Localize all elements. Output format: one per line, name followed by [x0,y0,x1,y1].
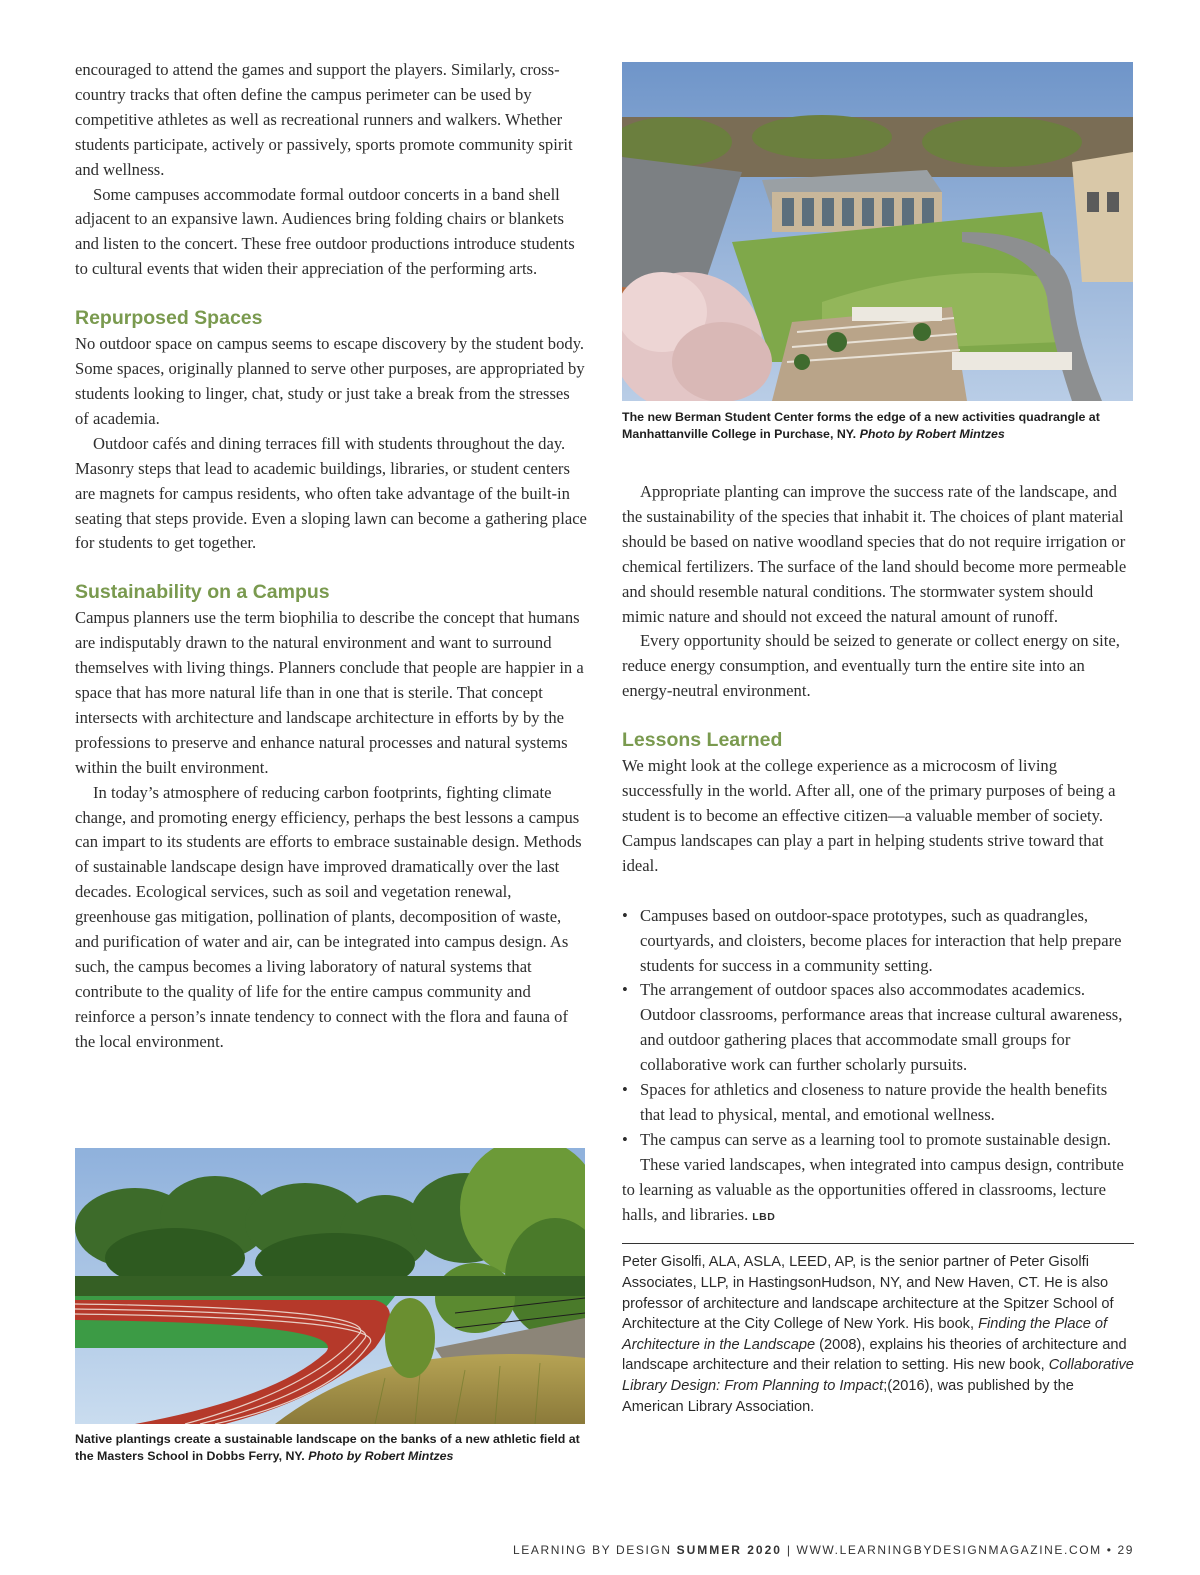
book-title-2: Collaborative Library Design: From Planning to Impact [622,1357,1134,1395]
energy-paragraph: Every opportunity should be seized to generate or collect energy on site, reduce energy consumption, and eventually turn the entire site into an energy-neutral environment. [622,631,1120,701]
heading-sustainability: Sustainability on a Campus [75,581,330,604]
athletic-field-caption [75,1431,587,1465]
footer-magazine: LEARNING BY DESIGN [513,1543,672,1557]
footer-issue: SUMMER 2020 [676,1543,782,1557]
book-title-1: Finding the Place of Architecture in the Landscape [622,1316,1108,1353]
list-item: • Spaces for athletics and closeness to nature provide the health benefits that lead to physical, mental, and emotional wellness. [622,1080,1108,1124]
footer-separator: | [786,1543,792,1557]
repurposed-paragraph-1: No outdoor space on campus seems to escape discovery by the student body. Some spaces, originally planned to serve other purposes, are appropriated by students looking to linger, chat, study or just take a break from the stresses of academia. [75,334,585,428]
bio-divider [622,1243,1134,1244]
lessons-intro-paragraph: We might look at the college experience as a microcosm of living successfully in the world. After all, one of the primary purposes of being a student is to become an effective citizen—a valuable member of society. Campus landscapes can play a part in helping students strive toward that ideal. [622,756,1116,875]
planting-paragraph: Appropriate planting can improve the success rate of the landscape, and the sustainability of the species that inhabit it. The choices of plant material should be based on native woodland species that do not require irrigation or chemical fertilizers. The surface of the land should become more permeable and should resemble natural conditions. The stormwater system should mimic nature and should not exceed the natural amount of runoff. [622,482,1127,626]
caption-text: Native plantings create a sustainable landscape on the banks of a new athletic field at the Masters School in Dobbs Ferry, NY. [75,1432,580,1463]
caption-text: The new Berman Student Center forms the edge of a new activities quadrangle at Manhattanville College in Purchase, NY. [622,410,1100,441]
lessons-bullet-list [622,904,1134,1153]
list-item: • The campus can serve as a learning tool to promote sustainable design. [622,1129,1111,1149]
lessons-closing-paragraph: These varied landscapes, when integrated into campus design, contribute to learning as valuable as the opportunities offered in classrooms, lecture halls, and libraries. LBD [622,1154,1124,1224]
repurposed-paragraph-2: Outdoor cafés and dining terraces fill with students throughout the day. Masonry steps that lead to academic buildings, libraries, or student centers are magnets for campus residents, who often take advantage of the built-in seating that steps provide. Even a sloping lawn can become a gathering place for students to get together. [75,433,587,553]
caption-credit: Photo by Robert Mintzes [859,427,1005,441]
right-column [622,480,1134,1417]
intro-paragraph-2: Some campuses accommodate formal outdoor concerts in a band shell adjacent to an expansive lawn. Audiences bring folding chairs or blankets and listen to the concert. These free outdoor productions introduce students to cultural events that widen their appreciation of the performing arts. [75,184,575,279]
sustainability-paragraph-2: In today’s atmosphere of reducing carbon footprints, fighting climate change, and promoting energy efficiency, perhaps the best lessons a campus can impart to its students are efforts to embrace sustainable design. Methods of sustainable landscape design have improved dramatically over the last decades. Ecological services, such as soil and vegetation renewal, greenhouse gas mitigation, pollination of plants, decomposition of waste, and purification of water and air, can be integrated into campus design. As such, the campus becomes a living laboratory of natural systems that contribute to the quality of life for the entire campus community and reinforce a person’s innate tendency to connect with the flora and fauna of the local environment. [75,782,582,1051]
left-column [75,58,587,1055]
heading-repurposed-spaces: Repurposed Spaces [75,307,263,330]
list-item: • The arrangement of outdoor spaces also accommodates academics. Outdoor classrooms, performance areas that increase cultural awareness, and outdoor gathering places that accommodate small groups for collaborative work can further scholarly pursuits. [622,980,1123,1075]
athletic-field-photo [75,1148,585,1424]
footer-bullet: • [1106,1543,1113,1557]
heading-lessons-learned: Lessons Learned [622,729,783,752]
footer-website: WWW.LEARNINGBYDESIGNMAGAZINE.COM [796,1543,1102,1557]
caption-credit: Photo by Robert Mintzes [308,1449,454,1463]
student-center-caption [622,409,1134,443]
list-item: • Campuses based on outdoor-space prototypes, such as quadrangles, courtyards, and cloisters, become places for interaction that help prepare students for success in a community setting. [622,905,1122,975]
lbd-end-mark: LBD [752,1210,776,1223]
page-number: 29 [1117,1543,1134,1557]
student-center-photo [622,62,1133,401]
page-footer [513,1543,1134,1557]
intro-paragraph-1: encouraged to attend the games and support the players. Similarly, cross-country tracks that often define the campus perimeter can be used by competitive athletes as well as recreational runners and walkers. Whether students participate, actively or passively, sports promote community spirit and wellness. [75,60,573,179]
sustainability-paragraph-1: Campus planners use the term biophilia to describe the concept that humans are indisputably drawn to the natural environment and want to surround themselves with living things. Planners conclude that people are happier in a space that has more natural life than in one that is sterile. That concept intersects with architecture and landscape architecture in efforts by by the professions to preserve and enhance natural processes and natural systems within the built environment. [75,608,584,777]
author-bio: Peter Gisolfi, ALA, ASLA, LEED, AP, is the senior partner of Peter Gisolfi Associates, LLP, in HastingsonHudson, NY, and New Haven, CT. He is also professor of architecture and landscape architecture at the Spitzer School of Architecture at the City College of New York. His book, Finding the Place of Architecture in the Landscape (2008), explains his theories of architecture and landscape architecture and their relation to setting. His new book, Collaborative Library Design: From Planning to Impact;(2016), was published by the American Library Association. [622,1254,1134,1415]
